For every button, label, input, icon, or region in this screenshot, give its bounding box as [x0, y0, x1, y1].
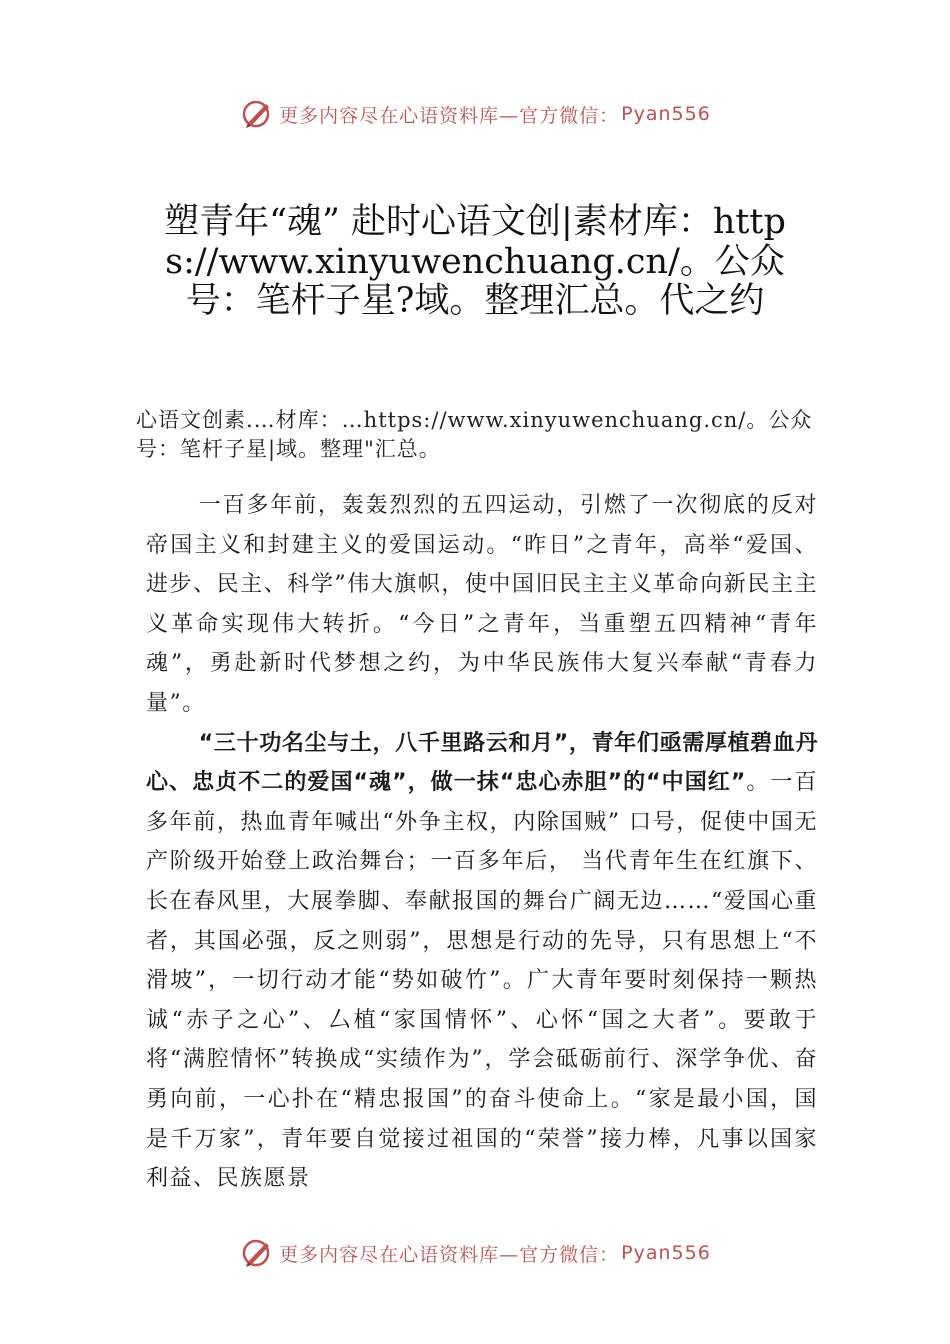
header-watermark-banner — [0, 94, 950, 134]
banner-wechat-id: Pyan556 — [621, 1242, 711, 1264]
paragraph — [146, 724, 818, 1199]
paragraph-text: 一百多年前，轰轰烈烈的五四运动，引燃了一次彻底的反对帝国主义和封建主义的爱国运动。“昨日”之青年，高举“爱国、进步、民主、科学”伟大旗帜，使中国旧民主主义革命向新民主主义革命实现伟大转折。“今日”之青年，当重塑五四精神“青年魂”，勇赴新时代梦想之约，为中华民族伟大复兴奉献“青春力量”。 — [146, 493, 818, 716]
footer-watermark-banner — [0, 1233, 950, 1273]
paragraph-text: 。一百多年前，热血青年喊出“外争主权，内除国贼” 口号，促使中国无产阶级开始登上政治舞台；一百多年后， 当代青年生在红旗下、长在春风里，大展拳脚、奉献报国的舞台广阔无边……“爱国心重者，其国必强，反之则弱”，思想是行动的先导，只有思想上“不滑坡”，一切行动才能“势如破竹”。广大青年要时刻保持一颗热诚“赤子之心”、厶植“家国情怀”、心怀“国之大者”。要敢于将“满腔情怀”转换成“实绩作为”，学会砥砺前行、深学争优、奋勇向前，一心扑在“精忠报国”的奋斗使命上。“家是最小国，国是千万家”，青年要自觉接过祖国的“荣誉”接力棒，凡事以国家利益、民族愿景 — [146, 770, 818, 1192]
document-subtitle: 心语文创素.…材库：…https://www.xinyuwenchuang.cn/。公众号：笔杆子星|域。整理"汇总。 — [136, 408, 813, 461]
document-title: 塑青年“魂” 赴时心语文创|素材库：https://www.xinyuwenchuang.cn/。公众号：笔杆子星?域。整理汇总。代之约 — [164, 202, 786, 321]
banner-text: 更多内容尽在心语资料库—官方微信： — [279, 104, 620, 127]
paragraph-bold-lead: “三十功名尘与土，八千里路云和月”，青年们亟需厚植碧血丹心、忠贞不二的爱国“魂”，做一抹“忠心赤胆”的“中国红” — [146, 730, 818, 796]
pen-logo-icon — [239, 1235, 275, 1271]
pen-logo-icon — [239, 96, 275, 132]
banner-wechat-id: Pyan556 — [621, 103, 711, 125]
document-body — [146, 486, 818, 1199]
banner-text: 更多内容尽在心语资料库—官方微信： — [279, 1243, 620, 1266]
paragraph — [146, 486, 818, 724]
